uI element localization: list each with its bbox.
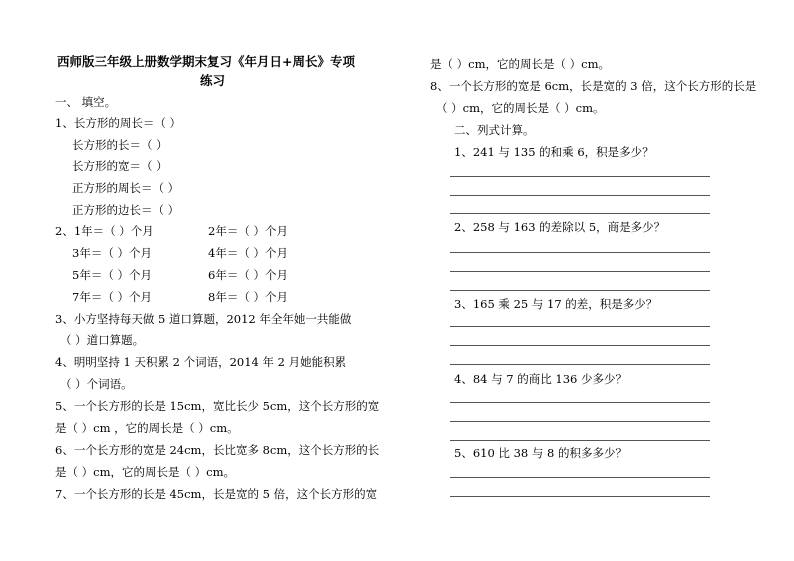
q1-line1: 1、长方形的周长＝（ ） [55,116,181,130]
answer-line [450,440,710,441]
q2-g: 7年＝（ ）个月 [72,290,152,304]
q1-line4: 正方形的周长＝（ ） [72,181,180,195]
q2-c: 3年＝（ ）个月 [72,246,152,260]
q2-f: 6年＝（ ）个月 [208,268,288,282]
calc-question-5: 5、610 比 38 与 8 的积多多少？ [454,446,627,460]
q2-e: 5年＝（ ）个月 [72,268,152,282]
q4-line1: 4、明明坚持 1 天积累 2 个词语，2014 年 2 月她能积累 [55,355,347,369]
calc-question-3: 3、165 乘 25 与 17 的差，积是多少？ [454,297,658,311]
answer-line [450,345,710,346]
calc-question-4: 4、84 与 7 的商比 136 少多少？ [454,372,627,386]
q8-line1: 8、一个长方形的宽是 6cm，长是宽的 3 倍，这个长方形的长是 [430,79,757,93]
q7-line2: 是（ ）cm，它的周长是（ ）cm。 [430,57,611,71]
q5-line1: 5、一个长方形的长是 15cm，宽比长少 5cm，这个长方形的宽 [55,399,380,413]
q2-d: 4年＝（ ）个月 [208,246,288,260]
calc-question-2: 2、258 与 163 的差除以 5，商是多少？ [454,220,666,234]
answer-line [450,213,710,214]
answer-line [450,364,710,365]
q4-line2: （ ）个词语。 [60,377,133,391]
q3-line2: （ ）道口算题。 [60,333,145,347]
answer-line [450,326,710,327]
q2-b: 2年＝（ ）个月 [208,224,288,238]
answer-line [450,477,710,478]
section-fill-blank: 一、 填空。 [55,95,117,109]
q8-line2: （ ）cm，它的周长是（ ）cm。 [436,101,605,115]
calc-question-1: 1、241 与 135 的和乘 6，积是多少？ [454,145,654,159]
page-title-line2: 练习 [200,73,226,88]
answer-line [450,496,710,497]
answer-line [450,290,710,291]
q3-line1: 3、小方坚持每天做 5 道口算题，2012 年全年她一共能做 [55,312,352,326]
q1-line2: 长方形的长＝（ ） [72,138,168,152]
q1-line3: 长方形的宽＝（ ） [72,159,168,173]
answer-line [450,195,710,196]
q2-a: 2、1年＝（ ）个月 [55,224,154,238]
q1-line5: 正方形的边长＝（ ） [72,203,180,217]
section-calculation: 二、列式计算。 [454,123,535,137]
q2-h: 8年＝（ ）个月 [208,290,288,304]
q7-line1: 7、一个长方形的长是 45cm，长是宽的 5 倍，这个长方形的宽 [55,487,378,501]
answer-line [450,271,710,272]
q5-line2: 是（ ）cm ，它的周长是（ ）cm。 [55,421,239,435]
page-title-line1: 西师版三年级上册数学期末复习《年月日+周长》专项 [57,54,355,69]
answer-line [450,252,710,253]
q6-line2: 是（ ）cm，它的周长是（ ）cm。 [55,465,236,479]
answer-line [450,421,710,422]
q6-line1: 6、一个长方形的宽是 24cm，长比宽多 8cm，这个长方形的长 [55,443,380,457]
answer-line [450,402,710,403]
answer-line [450,176,710,177]
